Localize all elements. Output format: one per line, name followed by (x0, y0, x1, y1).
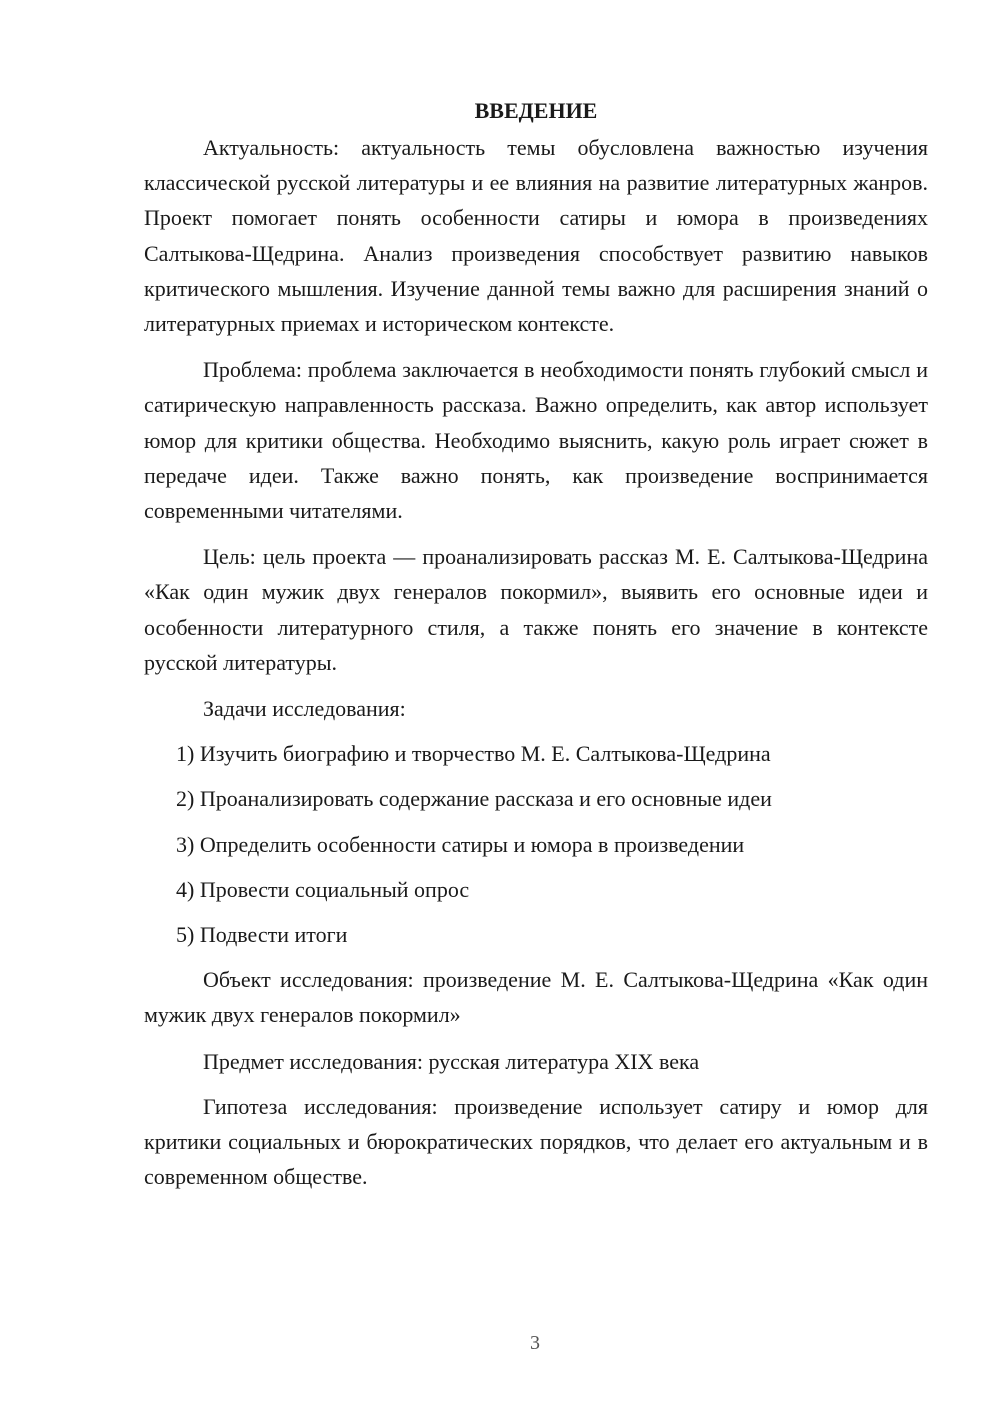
tasks-list (144, 736, 928, 952)
paragraph-goal: Цель: цель проекта — проанализировать рассказ М. Е. Салтыкова-Щедрина «Как один мужик двух генералов покормил», выявить его основные идеи и особенности литературного стиля, а также понять его значение в контексте русской литературы. (144, 544, 928, 675)
page-content (144, 92, 928, 1205)
section-heading: ВВЕДЕНИЕ (474, 98, 598, 123)
list-item: 1) Изучить биографию и творчество М. Е. Салтыкова-Щедрина (176, 741, 771, 767)
list-item: 5) Подвести итоги (176, 922, 348, 948)
paragraph-object: Объект исследования: произведение М. Е. Салтыкова-Щедрина «Как один мужик двух генералов покормил» (144, 967, 928, 1028)
list-item: 2) Проанализировать содержание рассказа и его основные идеи (176, 786, 772, 812)
paragraph-relevance: Актуальность: актуальность темы обусловлена важностью изучения классической русской литературы и ее влияния на развитие литературных жанров. Проект помогает понять особенности сатиры и юмора в произведениях Салтыкова-Щедрина. Анализ произведения способствует развитию навыков критического мышления. Изучение данной темы важно для расширения знаний о литературных приемах и историческом контексте. (144, 135, 928, 337)
page-number: 3 (530, 1332, 540, 1354)
paragraph-subject: Предмет исследования: русская литература XIX века (203, 1048, 700, 1074)
paragraph-problem: Проблема: проблема заключается в необходимости понять глубокий смысл и сатирическую направленность рассказа. Важно определить, как автор использует юмор для критики общества. Необходимо выяснить, какую роль играет сюжет в передаче идеи. Также важно понять, как произведение воспринимается современными читателями. (144, 357, 928, 524)
tasks-heading: Задачи исследования: (203, 696, 406, 722)
list-item: 3) Определить особенности сатиры и юмора в произведении (176, 831, 745, 857)
list-item: 4) Провести социальный опрос (176, 876, 470, 902)
paragraph-hypothesis: Гипотеза исследования: произведение использует сатиру и юмор для критики социальных и бюрократических порядков, что делает его актуальным и в современном обществе. (144, 1093, 928, 1190)
